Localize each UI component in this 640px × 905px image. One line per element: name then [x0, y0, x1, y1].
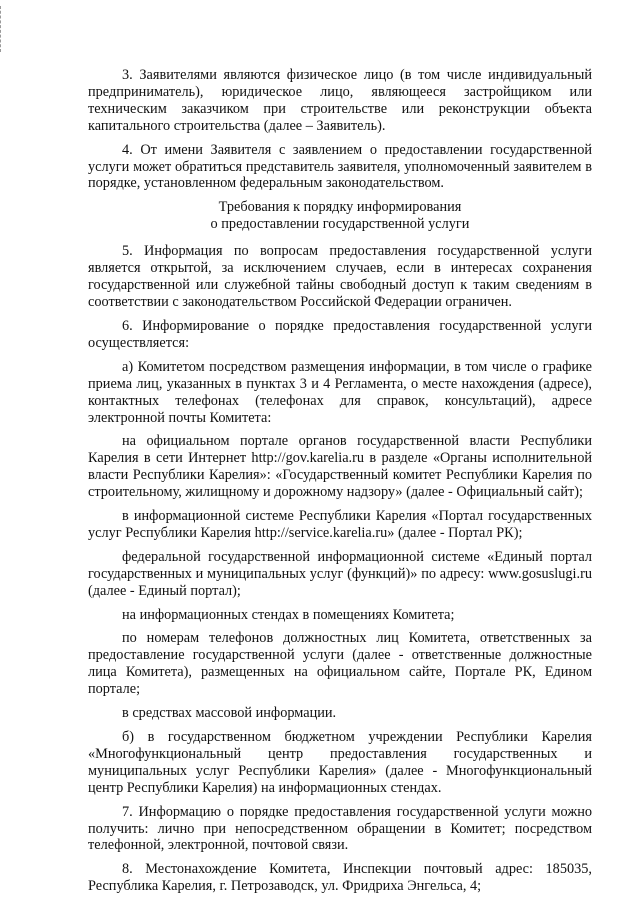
section-heading: [88, 199, 592, 233]
paragraph-stands: на информационных стендах в помещениях Комитета;: [122, 606, 455, 623]
paragraph-official-portal: на официальном портале органов государственной власти Республики Карелия в сети Интернет http://gov.karelia.ru в разделе «Органы исполнительной власти Республики Карелия»: «Государственный комитет Республики Карелия по строительному, жилищному и дорожному надзору» (далее - Официальный сайт);: [88, 433, 592, 501]
paragraph-7: 7. Информацию о порядке предоставления государственной услуги можно получить: лично при непосредственном обращении в Комитет; посредством телефонной, электронной, почтовой связи.: [88, 803, 592, 854]
scan-edge-mark: [0, 6, 4, 52]
paragraph-8: 8. Местонахождение Комитета, Инспекции почтовый адрес: 185035, Республика Карелия, г. Петрозаводск, ул. Фридриха Энгельса, 4;: [88, 861, 592, 895]
paragraph-6b: б) в государственном бюджетном учреждении Республики Карелия «Многофункциональный центр предоставления государственных и муниципальных услуг Республики Карелия» (далее - Многофункциональный центр Республики Карелия) на информационных стендах.: [88, 729, 592, 796]
paragraph-media: в средствах массовой информации.: [122, 705, 337, 722]
document-body: [88, 67, 592, 902]
paragraph-federal-system: федеральной государственной информационной системе «Единый портал государственных и муниципальных услуг (функций)» по адресу: www.gosuslugi.ru (далее - Единый портал);: [88, 548, 592, 599]
paragraph-3: 3. Заявителями являются физическое лицо (в том числе индивидуальный предприниматель), юридическое лицо, являющееся застройщиком или техническим заказчиком при строительстве или реконструкции объекта капитального строительства (далее – Заявитель).: [88, 67, 592, 134]
heading-line-2: о предоставлении государственной услуги: [210, 216, 470, 233]
paragraph-6: 6. Информирование о порядке предоставления государственной услуги осуществляется:: [88, 317, 592, 351]
paragraph-info-system: в информационной системе Республики Карелия «Портал государственных услуг Республики Карелия http://service.karelia.ru» (далее - Портал РК);: [88, 508, 592, 541]
paragraph-phones: по номерам телефонов должностных лиц Комитета, ответственных за предоставление государственной услуги (далее - ответственные должностные лица Комитета), размещенных на официальном сайте, Портале РК, Едином портале;: [88, 630, 592, 698]
paragraph-5: 5. Информация по вопросам предоставления государственной услуги является открытой, за исключением случаев, если в интересах сохранения государственной или служебной тайны свободный доступ к таким сведениям в соответствии с законодательством Российской Федерации ограничен.: [88, 243, 592, 311]
paragraph-4: 4. От имени Заявителя с заявлением о предоставлении государственной услуги может обратиться представитель заявителя, уполномоченный заявителем в порядке, установленном федеральным законодательством.: [88, 141, 592, 192]
heading-line-1: Требования к порядку информирования: [218, 199, 462, 216]
paragraph-6a: а) Комитетом посредством размещения информации, в том числе о графике приема лиц, указанных в пунктах 3 и 4 Регламента, о месте нахождения (адресе), контактных телефонах (телефонах для справок, консультаций), адресе электронной почты Комитета:: [88, 358, 592, 426]
